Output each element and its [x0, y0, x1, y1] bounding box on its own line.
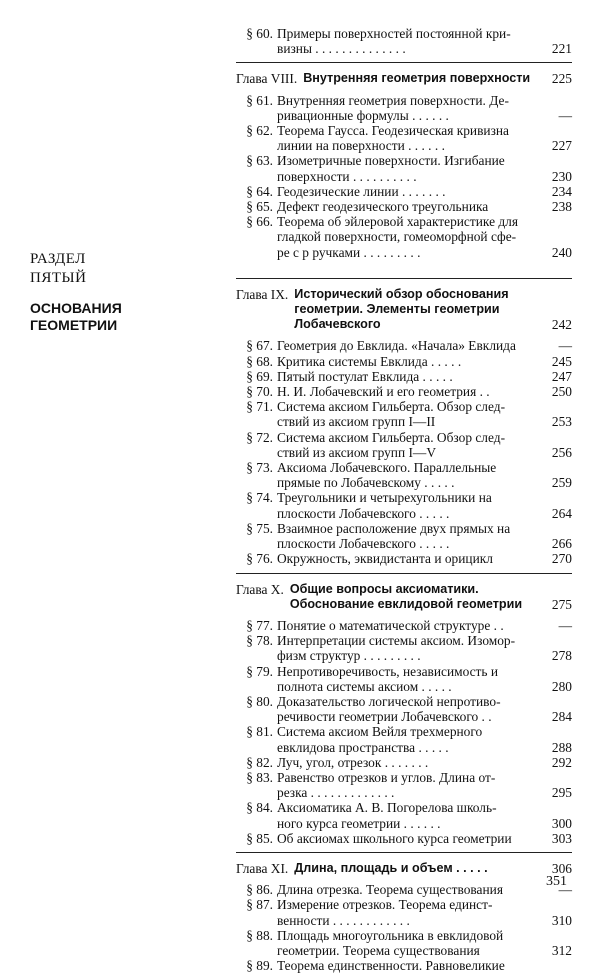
toc-entry: [236, 214, 572, 260]
toc-entry: [236, 26, 572, 56]
toc-entry: [236, 399, 572, 429]
toc-entry: [236, 338, 572, 353]
toc-group-top: [236, 26, 572, 56]
toc-entry: [236, 694, 572, 724]
entry-title: Доказательство логической непротиво- речивости геометрии Лобачевского . .: [277, 693, 501, 725]
toc-entry: [236, 521, 572, 551]
section-title: [30, 300, 122, 334]
entry-page: 270: [551, 551, 572, 567]
entry-title: Система аксиом Гильберта. Обзор след- ствий из аксиом групп I—V: [277, 429, 506, 460]
entry-title: Геодезические линии . . . . . . .: [277, 183, 446, 199]
entry-number: § 77.: [246, 617, 273, 633]
entry-number: § 72.: [246, 429, 273, 445]
chapter-title: Длина, площадь и объем . . . . .: [294, 860, 488, 875]
chapter-divider: [236, 852, 572, 853]
entry-number: § 87.: [246, 897, 273, 913]
entry-title: Измерение отрезков. Теорема единст- венности . . . . . . . . . . . .: [277, 897, 493, 928]
entry-page: 221: [551, 41, 572, 57]
toc-entry: [236, 958, 572, 973]
chapter-divider: [236, 62, 572, 63]
toc-entry: [236, 800, 572, 830]
section-title-line1: ОСНОВАНИЯ: [30, 300, 122, 316]
entry-title: Внутренняя геометрия поверхности. Де- ривационные формулы . . . . . .: [277, 92, 509, 123]
entry-page: 253: [551, 414, 572, 430]
toc-entry: [236, 770, 572, 800]
toc-group-ch8: [236, 93, 572, 260]
toc-entry: [236, 430, 572, 460]
toc-entry: [236, 460, 572, 490]
entry-title: Теорема об эйлеровой характеристике для гладкой поверхности, гомеоморфной сфе- ре с p ручками . . . . . . . . .: [277, 214, 519, 260]
entry-page: 238: [551, 199, 572, 215]
entry-page: —: [558, 617, 572, 633]
entry-page: 227: [551, 138, 572, 154]
entry-number: § 63.: [246, 153, 273, 169]
entry-number: § 65.: [246, 199, 273, 215]
toc-entry: [236, 882, 572, 897]
toc-entry: [236, 618, 572, 633]
toc-entry: [236, 354, 572, 369]
entry-number: § 68.: [246, 353, 273, 369]
entry-number: § 81.: [246, 724, 273, 740]
entry-page: 303: [551, 830, 572, 846]
entry-title: Н. И. Лобачевский и его геометрия . .: [277, 384, 490, 400]
toc-entry: [236, 123, 572, 153]
entry-page: 256: [551, 444, 572, 460]
entry-number: § 76.: [246, 551, 273, 567]
entry-title: Аксиоматика А. В. Погорелова школь- ного курса геометрии . . . . . .: [277, 800, 497, 831]
entry-page: 278: [551, 648, 572, 664]
entry-number: § 82.: [246, 754, 273, 770]
toc-entry: [236, 199, 572, 214]
entry-number: § 66.: [246, 214, 273, 230]
entry-title: Об аксиомах школьного курса геометрии: [277, 830, 512, 846]
entry-number: § 88.: [246, 927, 273, 943]
entry-title: Пятый постулат Евклида . . . . .: [277, 368, 453, 384]
entry-page: 288: [551, 739, 572, 755]
section-heading: [30, 250, 122, 334]
entry-number: § 61.: [246, 92, 273, 108]
entry-page: 240: [551, 244, 572, 260]
toc-entry: [236, 928, 572, 958]
chapter-label: Глава X.: [236, 581, 284, 597]
entry-page: 230: [551, 168, 572, 184]
entry-number: § 80.: [246, 693, 273, 709]
chapter-title: Исторический обзор обоснования геометрии. Элементы геометрии Лобачевского: [294, 286, 509, 332]
entry-title: Понятие о математической структуре . .: [277, 617, 504, 633]
entry-number: § 75.: [246, 520, 273, 536]
toc-entry: [236, 831, 572, 846]
entry-number: § 74.: [246, 490, 273, 506]
toc-entry: [236, 897, 572, 927]
entry-title: Критика системы Евклида . . . . .: [277, 353, 462, 369]
chapter-page: 225: [551, 71, 572, 87]
toc-entry: [236, 153, 572, 183]
chapter-page: 275: [551, 596, 572, 612]
toc-group-ch10: [236, 618, 572, 846]
entry-page: 250: [551, 384, 572, 400]
entry-number: § 64.: [246, 183, 273, 199]
chapter-11-heading: [236, 861, 572, 876]
entry-title: Изометричные поверхности. Изгибание поверхности . . . . . . . . . .: [277, 153, 505, 184]
entry-title: Окружность, эквидистанта и орицикл: [277, 551, 493, 567]
chapter-8-heading: [236, 71, 572, 86]
entry-title: Длина отрезка. Теорема существования: [277, 882, 503, 898]
entry-number: § 60.: [246, 26, 273, 41]
entry-title: Треугольники и четырехугольники на плоскости Лобачевского . . . . .: [277, 490, 492, 521]
toc-entry: [236, 755, 572, 770]
chapter-title: Внутренняя геометрия поверхности: [303, 71, 531, 86]
chapter-label: Глава XI.: [236, 860, 289, 876]
toc-entry: [236, 664, 572, 694]
entry-title: Взаимное расположение двух прямых на плоскости Лобачевского . . . . .: [277, 520, 511, 552]
entry-page: —: [558, 107, 572, 123]
chapter-title: Общие вопросы аксиоматики. Обоснование евклидовой геометрии: [289, 581, 523, 611]
entry-page: 245: [551, 353, 572, 369]
entry-title: Примеры поверхностей постоянной кри- визны . . . . . . . . . . . . . .: [277, 26, 511, 57]
entry-title: Система аксиом Гильберта. Обзор след- ствий из аксиом групп I—II: [277, 399, 506, 430]
entry-page: 292: [551, 754, 572, 770]
chapter-page: 242: [551, 317, 572, 333]
entry-number: § 79.: [246, 663, 273, 679]
section-label-line2: ПЯТЫЙ: [30, 270, 87, 286]
section-label-line1: РАЗДЕЛ: [30, 251, 86, 267]
toc-entry: [236, 490, 572, 520]
toc-entry: [236, 384, 572, 399]
entry-page: 312: [551, 942, 572, 958]
entry-page: —: [558, 338, 572, 354]
entry-number: § 84.: [246, 800, 273, 816]
entry-number: § 85.: [246, 830, 273, 846]
toc-entry: [236, 369, 572, 384]
entry-page: 300: [551, 815, 572, 831]
page-number: 351: [546, 874, 567, 889]
entry-title: Равенство отрезков и углов. Длина от- резка . . . . . . . . . . . . .: [277, 769, 496, 801]
entry-title: Интерпретации системы аксиом. Изомор- физм структур . . . . . . . . .: [277, 633, 516, 664]
chapter-9-heading: [236, 287, 572, 333]
toc-entry: [236, 724, 572, 754]
entry-number: § 71.: [246, 399, 273, 415]
entry-title: Площадь многоугольника в евклидовой геометрии. Теорема существования: [277, 927, 504, 958]
entry-number: § 89.: [246, 958, 273, 973]
toc-entry: [236, 93, 572, 123]
entry-number: § 62.: [246, 123, 273, 139]
toc-entry: [236, 184, 572, 199]
entry-number: § 70.: [246, 384, 273, 400]
entry-page: 280: [551, 678, 572, 694]
chapter-label: Глава VIII.: [236, 71, 298, 87]
toc-group-ch9: [236, 338, 572, 566]
entry-page: 259: [551, 475, 572, 491]
entry-number: § 86.: [246, 882, 273, 898]
entry-title: Геометрия до Евклида. «Начала» Евклида: [277, 338, 516, 354]
entry-page: 295: [551, 785, 572, 801]
entry-title: Непротиворечивость, независимость и полнота системы аксиом . . . . .: [277, 663, 499, 694]
entry-title: Луч, угол, отрезок . . . . . . .: [277, 754, 429, 770]
entry-title: Аксиома Лобачевского. Параллельные прямые по Лобачевскому . . . . .: [277, 460, 497, 491]
entry-page: 247: [551, 368, 572, 384]
entry-page: 284: [551, 709, 572, 725]
chapter-divider: [236, 573, 572, 574]
entry-title: Дефект геодезического треугольника: [277, 199, 489, 215]
toc-entry: [236, 551, 572, 566]
entry-page: 266: [551, 536, 572, 552]
entry-title: Теорема Гаусса. Геодезическая кривизна линии на поверхности . . . . . .: [277, 123, 509, 154]
chapter-divider: [236, 278, 572, 279]
chapter-10-heading: [236, 582, 572, 612]
entry-number: § 73.: [246, 460, 273, 476]
entry-number: § 69.: [246, 368, 273, 384]
table-of-contents: [236, 26, 572, 973]
entry-number: § 78.: [246, 633, 273, 649]
toc-entry: [236, 633, 572, 663]
entry-page: 310: [551, 912, 572, 928]
entry-page: 234: [551, 183, 572, 199]
entry-number: § 67.: [246, 338, 273, 354]
entry-title: Система аксиом Вейля трехмерного евклидова пространства . . . . .: [277, 724, 483, 755]
section-title-line2: ГЕОМЕТРИИ: [30, 317, 118, 333]
chapter-label: Глава IX.: [236, 286, 289, 302]
entry-number: § 83.: [246, 769, 273, 785]
entry-title: Теорема единственности. Равновеликие: [277, 958, 505, 973]
entry-page: 264: [551, 505, 572, 521]
toc-group-ch11: [236, 882, 572, 973]
entry-page: —: [558, 882, 572, 898]
chapter-page: 306: [551, 860, 572, 876]
